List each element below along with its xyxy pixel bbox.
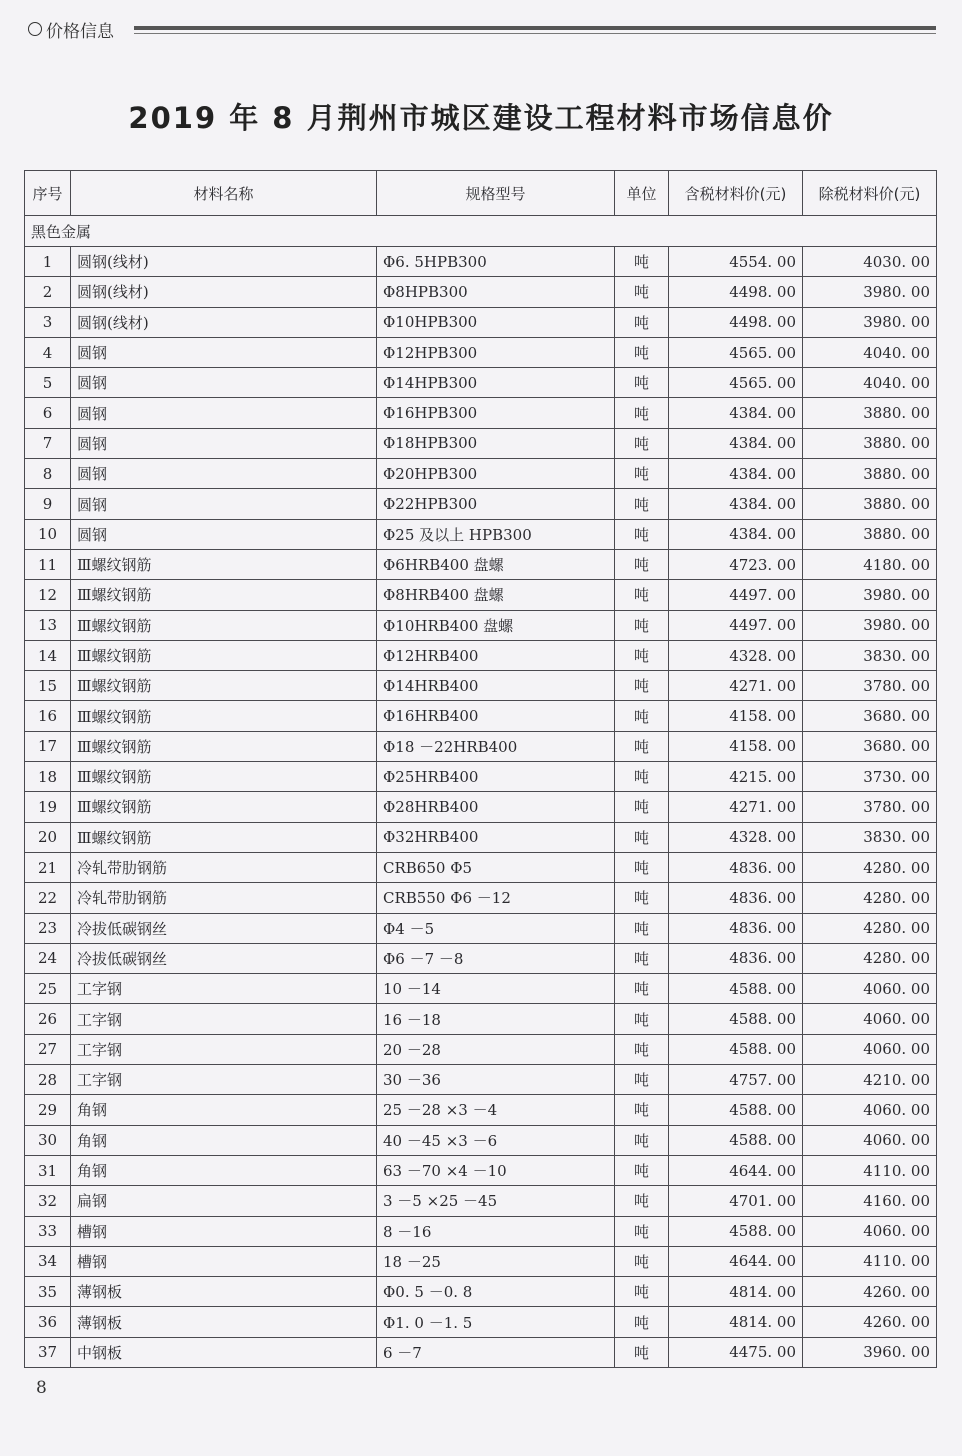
row-price-tax: 4384. 00	[669, 398, 803, 428]
header-rule	[134, 26, 936, 30]
row-seq: 17	[25, 731, 71, 761]
category-label: 黑色金属	[25, 216, 937, 247]
row-price-notax: 4060. 00	[803, 1095, 937, 1125]
row-material-name: 工字钢	[71, 1004, 377, 1034]
table-row	[25, 398, 937, 428]
row-material-name: Ⅲ螺纹钢筋	[71, 580, 377, 610]
row-unit: 吨	[615, 428, 669, 458]
row-spec: Φ18 －22HRB400	[377, 731, 615, 761]
table-row	[25, 368, 937, 398]
row-spec: Φ4 －5	[377, 913, 615, 943]
row-price-notax: 4040. 00	[803, 368, 937, 398]
row-unit: 吨	[615, 1216, 669, 1246]
row-spec: Φ6. 5HPB300	[377, 247, 615, 277]
row-material-name: 圆钢	[71, 459, 377, 489]
row-material-name: 槽钢	[71, 1216, 377, 1246]
row-price-tax: 4384. 00	[669, 489, 803, 519]
row-unit: 吨	[615, 640, 669, 670]
row-unit: 吨	[615, 792, 669, 822]
table-row	[25, 1337, 937, 1367]
row-spec: Φ0. 5 －0. 8	[377, 1277, 615, 1307]
row-price-tax: 4644. 00	[669, 1155, 803, 1185]
table-row	[25, 913, 937, 943]
table-row	[25, 943, 937, 973]
row-price-notax: 4260. 00	[803, 1277, 937, 1307]
row-seq: 11	[25, 549, 71, 579]
row-price-notax: 3980. 00	[803, 307, 937, 337]
row-price-notax: 4210. 00	[803, 1065, 937, 1095]
row-seq: 5	[25, 368, 71, 398]
price-table	[24, 170, 937, 1368]
row-price-tax: 4814. 00	[669, 1307, 803, 1337]
row-spec: 63 －70 ×4 －10	[377, 1155, 615, 1185]
row-unit: 吨	[615, 1155, 669, 1185]
row-material-name: 中钢板	[71, 1337, 377, 1367]
row-price-tax: 4757. 00	[669, 1065, 803, 1095]
row-spec: Φ10HRB400 盘螺	[377, 610, 615, 640]
row-spec: 3 －5 ×25 －45	[377, 1186, 615, 1216]
row-price-tax: 4475. 00	[669, 1337, 803, 1367]
row-spec: Φ8HPB300	[377, 277, 615, 307]
row-price-tax: 4384. 00	[669, 459, 803, 489]
row-unit: 吨	[615, 247, 669, 277]
row-price-tax: 4497. 00	[669, 580, 803, 610]
table-row	[25, 489, 937, 519]
row-seq: 36	[25, 1307, 71, 1337]
row-spec: Φ14HPB300	[377, 368, 615, 398]
row-price-tax: 4328. 00	[669, 640, 803, 670]
row-unit: 吨	[615, 1246, 669, 1276]
table-row	[25, 580, 937, 610]
row-price-notax: 4280. 00	[803, 943, 937, 973]
row-unit: 吨	[615, 1337, 669, 1367]
row-unit: 吨	[615, 1186, 669, 1216]
row-seq: 37	[25, 1337, 71, 1367]
row-price-tax: 4565. 00	[669, 337, 803, 367]
page-number: 8	[36, 1378, 47, 1398]
row-spec: Φ6 －7 －8	[377, 943, 615, 973]
row-seq: 7	[25, 428, 71, 458]
row-unit: 吨	[615, 731, 669, 761]
row-unit: 吨	[615, 1095, 669, 1125]
row-material-name: Ⅲ螺纹钢筋	[71, 610, 377, 640]
row-price-notax: 4110. 00	[803, 1155, 937, 1185]
row-unit: 吨	[615, 852, 669, 882]
row-spec: Φ25HRB400	[377, 762, 615, 792]
row-price-tax: 4328. 00	[669, 822, 803, 852]
table-row	[25, 671, 937, 701]
row-unit: 吨	[615, 974, 669, 1004]
row-seq: 33	[25, 1216, 71, 1246]
table-row	[25, 337, 937, 367]
row-unit: 吨	[615, 671, 669, 701]
table-row	[25, 640, 937, 670]
row-spec: Φ16HRB400	[377, 701, 615, 731]
row-price-notax: 3880. 00	[803, 428, 937, 458]
row-price-tax: 4588. 00	[669, 1216, 803, 1246]
table-row	[25, 1034, 937, 1064]
table-row	[25, 883, 937, 913]
row-price-tax: 4384. 00	[669, 428, 803, 458]
row-price-tax: 4498. 00	[669, 307, 803, 337]
row-seq: 32	[25, 1186, 71, 1216]
row-seq: 2	[25, 277, 71, 307]
row-unit: 吨	[615, 822, 669, 852]
row-spec: CRB650 Φ5	[377, 852, 615, 882]
row-spec: 10 －14	[377, 974, 615, 1004]
table-row	[25, 1155, 937, 1185]
row-price-notax: 4160. 00	[803, 1186, 937, 1216]
row-material-name: Ⅲ螺纹钢筋	[71, 701, 377, 731]
row-material-name: 工字钢	[71, 1034, 377, 1064]
row-material-name: Ⅲ螺纹钢筋	[71, 822, 377, 852]
row-spec: 16 －18	[377, 1004, 615, 1034]
row-unit: 吨	[615, 943, 669, 973]
row-spec: Φ28HRB400	[377, 792, 615, 822]
row-spec: Φ12HPB300	[377, 337, 615, 367]
table-row	[25, 277, 937, 307]
row-price-tax: 4158. 00	[669, 701, 803, 731]
row-unit: 吨	[615, 337, 669, 367]
row-seq: 3	[25, 307, 71, 337]
table-row	[25, 1307, 937, 1337]
row-price-tax: 4215. 00	[669, 762, 803, 792]
row-price-notax: 4280. 00	[803, 883, 937, 913]
row-seq: 23	[25, 913, 71, 943]
header-unit: 单位	[615, 171, 669, 216]
row-spec: 20 －28	[377, 1034, 615, 1064]
table-row	[25, 1004, 937, 1034]
row-price-tax: 4836. 00	[669, 913, 803, 943]
row-unit: 吨	[615, 913, 669, 943]
row-price-notax: 3680. 00	[803, 731, 937, 761]
row-unit: 吨	[615, 1065, 669, 1095]
row-price-notax: 3980. 00	[803, 277, 937, 307]
row-material-name: 工字钢	[71, 1065, 377, 1095]
row-unit: 吨	[615, 307, 669, 337]
row-seq: 9	[25, 489, 71, 519]
table-row	[25, 247, 937, 277]
table-row	[25, 1216, 937, 1246]
table-row	[25, 1065, 937, 1095]
row-spec: 30 －36	[377, 1065, 615, 1095]
page-title: 2019 年 8 月荆州市城区建设工程材料市场信息价	[128, 101, 834, 135]
row-material-name: 冷拔低碳钢丝	[71, 913, 377, 943]
row-seq: 8	[25, 459, 71, 489]
row-spec: Φ10HPB300	[377, 307, 615, 337]
row-seq: 16	[25, 701, 71, 731]
row-price-tax: 4384. 00	[669, 519, 803, 549]
row-material-name: Ⅲ螺纹钢筋	[71, 792, 377, 822]
table-row	[25, 307, 937, 337]
row-seq: 12	[25, 580, 71, 610]
row-unit: 吨	[615, 1307, 669, 1337]
row-spec: Φ8HRB400 盘螺	[377, 580, 615, 610]
row-price-tax: 4271. 00	[669, 792, 803, 822]
row-unit: 吨	[615, 1034, 669, 1064]
table-row	[25, 792, 937, 822]
row-seq: 26	[25, 1004, 71, 1034]
row-spec: Φ6HRB400 盘螺	[377, 549, 615, 579]
row-price-tax: 4588. 00	[669, 1125, 803, 1155]
row-seq: 13	[25, 610, 71, 640]
row-seq: 22	[25, 883, 71, 913]
row-spec: Φ12HRB400	[377, 640, 615, 670]
header-price-notax: 除税材料价(元)	[803, 171, 937, 216]
row-material-name: 圆钢(线材)	[71, 307, 377, 337]
row-price-notax: 3880. 00	[803, 398, 937, 428]
row-spec: 8 －16	[377, 1216, 615, 1246]
row-unit: 吨	[615, 762, 669, 792]
table-row	[25, 731, 937, 761]
row-seq: 30	[25, 1125, 71, 1155]
row-spec: 18 －25	[377, 1246, 615, 1276]
row-price-notax: 4260. 00	[803, 1307, 937, 1337]
row-material-name: Ⅲ螺纹钢筋	[71, 640, 377, 670]
row-price-tax: 4588. 00	[669, 1034, 803, 1064]
row-price-notax: 3880. 00	[803, 519, 937, 549]
row-unit: 吨	[615, 549, 669, 579]
table-row	[25, 549, 937, 579]
row-price-notax: 4060. 00	[803, 1034, 937, 1064]
row-price-tax: 4836. 00	[669, 852, 803, 882]
row-price-notax: 4060. 00	[803, 1216, 937, 1246]
row-price-tax: 4588. 00	[669, 1095, 803, 1125]
row-seq: 21	[25, 852, 71, 882]
row-price-notax: 4060. 00	[803, 1125, 937, 1155]
row-material-name: 冷轧带肋钢筋	[71, 883, 377, 913]
row-unit: 吨	[615, 580, 669, 610]
circle-icon	[28, 22, 42, 36]
table-row	[25, 1246, 937, 1276]
header-price-tax: 含税材料价(元)	[669, 171, 803, 216]
row-material-name: Ⅲ螺纹钢筋	[71, 731, 377, 761]
row-unit: 吨	[615, 701, 669, 731]
row-material-name: 角钢	[71, 1095, 377, 1125]
table-header-row	[25, 171, 937, 216]
row-price-notax: 4280. 00	[803, 913, 937, 943]
row-price-tax: 4158. 00	[669, 731, 803, 761]
row-seq: 15	[25, 671, 71, 701]
row-price-notax: 3680. 00	[803, 701, 937, 731]
row-seq: 29	[25, 1095, 71, 1125]
row-seq: 4	[25, 337, 71, 367]
row-material-name: 薄钢板	[71, 1277, 377, 1307]
row-price-notax: 3830. 00	[803, 640, 937, 670]
row-price-tax: 4554. 00	[669, 247, 803, 277]
row-unit: 吨	[615, 459, 669, 489]
row-price-tax: 4723. 00	[669, 549, 803, 579]
row-unit: 吨	[615, 883, 669, 913]
table-row	[25, 701, 937, 731]
row-seq: 31	[25, 1155, 71, 1185]
row-material-name: 薄钢板	[71, 1307, 377, 1337]
row-unit: 吨	[615, 368, 669, 398]
row-unit: 吨	[615, 489, 669, 519]
row-price-tax: 4271. 00	[669, 671, 803, 701]
row-material-name: 圆钢	[71, 368, 377, 398]
table-row	[25, 974, 937, 1004]
table-row	[25, 1095, 937, 1125]
table-row	[25, 610, 937, 640]
row-price-notax: 4280. 00	[803, 852, 937, 882]
row-price-notax: 3880. 00	[803, 489, 937, 519]
row-price-tax: 4497. 00	[669, 610, 803, 640]
row-material-name: 圆钢	[71, 519, 377, 549]
table-row	[25, 519, 937, 549]
row-unit: 吨	[615, 1004, 669, 1034]
row-price-tax: 4644. 00	[669, 1246, 803, 1276]
table-row	[25, 1277, 937, 1307]
row-material-name: Ⅲ螺纹钢筋	[71, 671, 377, 701]
row-price-notax: 4060. 00	[803, 1004, 937, 1034]
row-price-notax: 3960. 00	[803, 1337, 937, 1367]
row-spec: 6 －7	[377, 1337, 615, 1367]
row-material-name: 角钢	[71, 1155, 377, 1185]
row-price-tax: 4814. 00	[669, 1277, 803, 1307]
row-material-name: 冷轧带肋钢筋	[71, 852, 377, 882]
row-spec: Φ20HPB300	[377, 459, 615, 489]
row-price-notax: 4110. 00	[803, 1246, 937, 1276]
row-material-name: 圆钢	[71, 489, 377, 519]
table-row	[25, 1186, 937, 1216]
row-spec: Φ14HRB400	[377, 671, 615, 701]
row-material-name: 圆钢	[71, 398, 377, 428]
section-header	[24, 16, 936, 44]
row-material-name: 槽钢	[71, 1246, 377, 1276]
row-price-tax: 4565. 00	[669, 368, 803, 398]
row-seq: 28	[25, 1065, 71, 1095]
row-spec: Φ22HPB300	[377, 489, 615, 519]
row-spec: Φ25 及以上 HPB300	[377, 519, 615, 549]
row-price-notax: 4060. 00	[803, 974, 937, 1004]
table-row	[25, 852, 937, 882]
row-price-notax: 3780. 00	[803, 671, 937, 701]
table-row	[25, 459, 937, 489]
row-price-notax: 3980. 00	[803, 580, 937, 610]
row-unit: 吨	[615, 398, 669, 428]
table-row	[25, 822, 937, 852]
row-material-name: 圆钢(线材)	[71, 277, 377, 307]
row-price-notax: 4180. 00	[803, 549, 937, 579]
header-rule-thin	[134, 33, 936, 34]
row-unit: 吨	[615, 610, 669, 640]
row-seq: 35	[25, 1277, 71, 1307]
section-label: 价格信息	[46, 22, 114, 42]
row-spec: Φ1. 0 －1. 5	[377, 1307, 615, 1337]
row-price-notax: 4040. 00	[803, 337, 937, 367]
row-unit: 吨	[615, 277, 669, 307]
row-material-name: 角钢	[71, 1125, 377, 1155]
row-spec: 40 －45 ×3 －6	[377, 1125, 615, 1155]
row-spec: Φ32HRB400	[377, 822, 615, 852]
row-unit: 吨	[615, 519, 669, 549]
row-seq: 25	[25, 974, 71, 1004]
row-seq: 27	[25, 1034, 71, 1064]
row-material-name: Ⅲ螺纹钢筋	[71, 762, 377, 792]
row-price-tax: 4588. 00	[669, 1004, 803, 1034]
row-price-notax: 3730. 00	[803, 762, 937, 792]
row-material-name: 圆钢	[71, 337, 377, 367]
row-material-name: Ⅲ螺纹钢筋	[71, 549, 377, 579]
header-material-name: 材料名称	[71, 171, 377, 216]
row-spec: CRB550 Φ6 －12	[377, 883, 615, 913]
row-material-name: 冷拔低碳钢丝	[71, 943, 377, 973]
row-price-tax: 4836. 00	[669, 883, 803, 913]
row-spec: Φ18HPB300	[377, 428, 615, 458]
row-price-tax: 4588. 00	[669, 974, 803, 1004]
row-seq: 34	[25, 1246, 71, 1276]
row-seq: 1	[25, 247, 71, 277]
row-price-notax: 4030. 00	[803, 247, 937, 277]
row-price-tax: 4836. 00	[669, 943, 803, 973]
table-row	[25, 762, 937, 792]
table-row	[25, 428, 937, 458]
row-spec: 25 －28 ×3 －4	[377, 1095, 615, 1125]
row-price-tax: 4498. 00	[669, 277, 803, 307]
row-price-notax: 3980. 00	[803, 610, 937, 640]
row-seq: 18	[25, 762, 71, 792]
category-row	[25, 216, 937, 247]
row-unit: 吨	[615, 1125, 669, 1155]
header-spec: 规格型号	[377, 171, 615, 216]
row-material-name: 圆钢(线材)	[71, 247, 377, 277]
row-material-name: 工字钢	[71, 974, 377, 1004]
row-seq: 14	[25, 640, 71, 670]
row-seq: 10	[25, 519, 71, 549]
row-material-name: 圆钢	[71, 428, 377, 458]
row-seq: 24	[25, 943, 71, 973]
row-seq: 20	[25, 822, 71, 852]
row-price-notax: 3880. 00	[803, 459, 937, 489]
row-seq: 6	[25, 398, 71, 428]
row-unit: 吨	[615, 1277, 669, 1307]
row-price-tax: 4701. 00	[669, 1186, 803, 1216]
header-seq: 序号	[25, 171, 71, 216]
row-material-name: 扁钢	[71, 1186, 377, 1216]
table-row	[25, 1125, 937, 1155]
row-spec: Φ16HPB300	[377, 398, 615, 428]
row-price-notax: 3830. 00	[803, 822, 937, 852]
row-price-notax: 3780. 00	[803, 792, 937, 822]
row-seq: 19	[25, 792, 71, 822]
